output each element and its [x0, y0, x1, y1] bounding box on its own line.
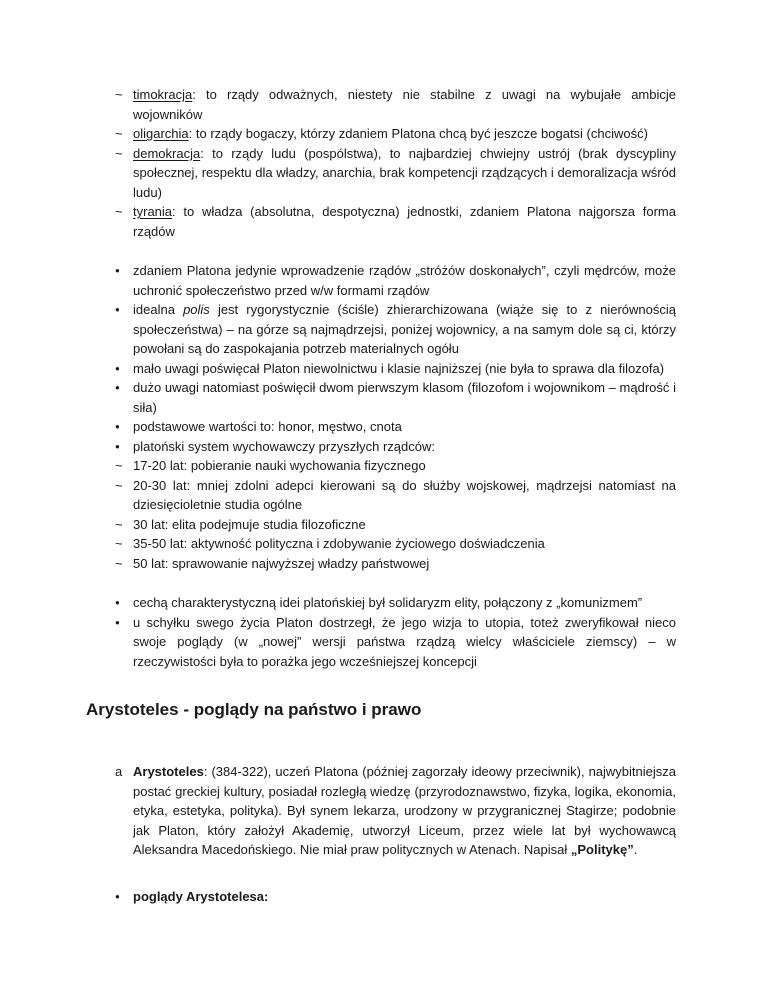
list-item	[86, 554, 676, 574]
list-item	[86, 593, 676, 613]
list-item	[86, 534, 676, 554]
bullet-icon: ●	[115, 363, 120, 373]
section-heading: Arystoteles - poglądy na państwo i prawo	[86, 700, 422, 719]
item-text: zdaniem Platona jedynie wprowadzenie rządów „stróżów doskonałych”, czyli mędrców, może uchronić społeczeństwo przed w/w formami rządów	[133, 263, 676, 298]
list-item	[86, 456, 676, 476]
bullet-icon: ●	[115, 617, 120, 627]
tilde-marker: ~	[115, 204, 123, 219]
education-stages-list	[86, 456, 676, 573]
plato-conclusions-list	[86, 593, 676, 671]
tilde-marker: ~	[115, 145, 123, 161]
list-item	[86, 417, 676, 437]
paragraph-end: .	[633, 842, 638, 857]
aristotle-term-bold: Arystoteles	[133, 764, 204, 779]
bullet-icon: ●	[115, 266, 120, 275]
term-underlined: demokracja	[133, 145, 201, 161]
tilde-marker: ~	[115, 477, 123, 493]
bullet-icon: ●	[115, 383, 120, 392]
term-rest: : to rządy ludu (pospólstwa), to najbardziej chwiejny ustrój (brak dyscypliny społecznej, respektu dla władzy, anarchia, brak kompetencji rządzących i demoralizacja wśród ludu)	[133, 145, 676, 200]
term-rest: : to rządy odważnych, niestety nie stabilne z uwagi na wybujałe ambicje wojowników	[133, 87, 676, 122]
list-item	[86, 515, 676, 535]
views-label-bold: poglądy Arystotelesa:	[133, 888, 269, 904]
text-pre: idealna	[133, 302, 184, 317]
bullet-icon: ●	[115, 305, 120, 314]
plato-points-list	[86, 261, 676, 456]
item-text: 50 lat: sprawowanie najwyższej władzy państwowej	[133, 555, 430, 571]
paragraph-text	[133, 764, 676, 857]
list-item	[86, 144, 676, 203]
text-post: jest rygorystycznie (ściśle) zhierarchizowana (wiąże się to z nierównością społeczeństwa) – na górze są najmądrzejsi, poniżej wojownicy, a na samym dole są ci, którzy powołani są do zaspokajania potrzeb materialnych ogółu	[133, 302, 676, 356]
list-item	[86, 437, 676, 457]
term-rest: : to rządy bogaczy, którzy zdaniem Platona chcą być jeszcze bogatsi (chciwość)	[188, 126, 648, 141]
list-item	[86, 300, 676, 359]
list-item	[86, 85, 676, 124]
item-text: dużo uwagi natomiast poświęcił dwom pierwszym klasom (filozofom i wojownikom – mądrość i siła)	[133, 380, 676, 415]
item-text	[133, 204, 676, 239]
list-item	[86, 261, 676, 300]
list-item	[86, 613, 676, 672]
term-underlined: oligarchia	[133, 126, 189, 141]
item-text	[133, 126, 648, 141]
regimes-list	[86, 85, 676, 241]
tilde-marker: ~	[115, 536, 123, 551]
polis-italic: polis	[183, 302, 210, 317]
paragraph-body: : (384-322), uczeń Platona (później zagorzały ideowy przeciwnik), najwybitniejsza postać greckiej kultury, posiadał rozległą wiedzę (przyrodoznawstwo, fizyka, logika, ekonomia, etyka, estetyka, polityka). Był synem lekarza, urodzony w przygranicznej Stagirze; podobnie jak Platon, który założył Akademię, utworzył Liceum, przez wiele lat był wychowawcą Aleksandra Macedońskiego. Nie miał praw politycznych w Atenach. Napisał	[133, 764, 676, 857]
tilde-marker: ~	[115, 87, 123, 102]
item-text: 35-50 lat: aktywność polityczna i zdobywanie życiowego doświadczenia	[133, 536, 545, 551]
bullet-icon: ●	[115, 441, 120, 451]
item-text: platoński system wychowawczy przyszłych rządców:	[133, 438, 435, 454]
item-text: 17-20 lat: pobieranie nauki wychowania fizycznego	[133, 458, 426, 473]
item-text	[133, 146, 676, 200]
item-text: podstawowe wartości to: honor, męstwo, cnota	[133, 419, 402, 434]
aristotle-paragraph	[86, 762, 676, 860]
aristotle-views-item	[86, 887, 676, 907]
letter-marker: a	[115, 764, 123, 779]
tilde-marker: ~	[115, 516, 123, 532]
term-underlined: tyrania	[133, 204, 173, 219]
list-item	[86, 359, 676, 379]
list-item	[86, 202, 676, 241]
item-text: mało uwagi poświęcał Platon niewolnictwu i klasie najniższej (nie była to sprawa dla filozofa)	[133, 360, 665, 376]
bullet-icon: ●	[115, 598, 120, 607]
tilde-marker: ~	[115, 555, 123, 571]
book-title-bold: „Politykę”	[570, 842, 634, 857]
item-text: u schyłku swego życia Platon dostrzegł, że jego wizja to utopia, toteż zweryfikował nieco swoje poglądy (w „nowej” wersji państwa rządzą wielcy właściciele ziemscy) – w rzeczywistości była to porażka jego wcześniejszej koncepcji	[133, 614, 676, 669]
item-text: cechą charakterystyczną idei platońskiej był solidaryzm elity, połączony z „komunizmem”	[133, 595, 643, 610]
item-text	[133, 87, 676, 122]
tilde-marker: ~	[115, 458, 123, 473]
bullet-icon: ●	[115, 891, 120, 901]
list-item	[86, 476, 676, 515]
term-underlined: timokracja	[133, 87, 193, 102]
item-text	[133, 302, 676, 356]
list-item	[86, 378, 676, 417]
list-item	[86, 124, 676, 144]
item-text	[133, 889, 268, 904]
item-text: 20-30 lat: mniej zdolni adepci kierowani są do służby wojskowej, mądrzejsi natomiast na dziesięcioletnie studia ogólne	[133, 477, 676, 512]
tilde-marker: ~	[115, 126, 123, 141]
bullet-icon: ●	[115, 422, 120, 431]
term-rest: : to władza (absolutna, despotyczna) jednostki, zdaniem Platona najgorsza forma rządów	[133, 204, 676, 239]
item-text: 30 lat: elita podejmuje studia filozoficzne	[133, 516, 366, 532]
